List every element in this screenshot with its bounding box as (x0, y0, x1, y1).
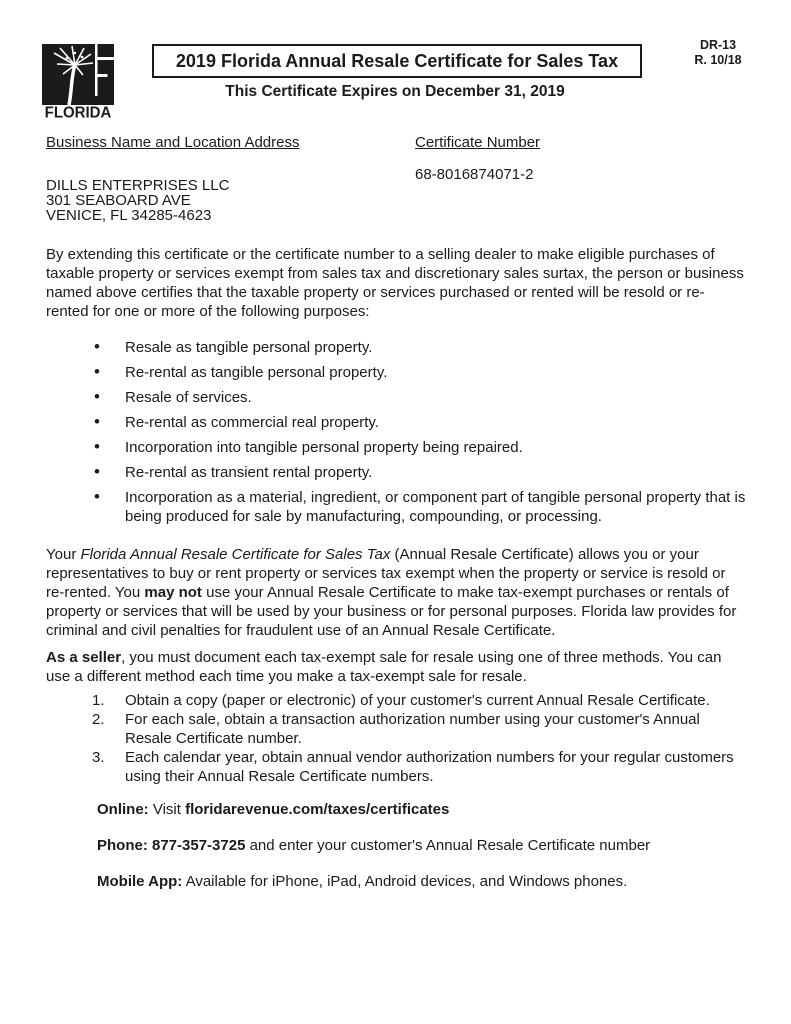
method-item: Obtain a copy (paper or electronic) of your customer's current Annual Resale Certificate. (125, 692, 710, 709)
form-id-block (675, 38, 761, 68)
usage-pre: Your (46, 546, 81, 563)
method-item: Each calendar year, obtain annual vendor authorization numbers for your regular customers using their Annual Resale Certificate numbers. (125, 749, 734, 785)
mobile-app-rest: Available for iPhone, iPad, Android devices, and Windows phones. (182, 873, 628, 890)
phone-rest: and enter your customer's Annual Resale Certificate number (245, 837, 651, 854)
seller-paragraph (46, 648, 746, 686)
business-name-label: Business Name and Location Address (46, 134, 300, 151)
purpose-item: • Re-rental as transient rental property. (125, 463, 746, 482)
certificate-number-label: Certificate Number (415, 134, 541, 151)
form-title-box (152, 44, 642, 78)
usage-paragraph (46, 545, 746, 640)
form-number: DR-13 (699, 38, 737, 52)
method-item: For each sale, obtain a transaction authorization number using your customer's Annual Resale Certificate number. (125, 711, 700, 747)
intro-paragraph: By extending this certificate or the certificate number to a selling dealer to make eligible purchases of taxable property or services exempt from sales tax and discretionary sales surtax, the person or business named above certifies that the taxable property or services purchased or rented will be resold or re-rented for one or more of the following purposes: (46, 246, 744, 320)
business-address-block (46, 178, 415, 223)
purpose-item: • Re-rental as commercial real property. (125, 413, 746, 432)
purpose-item: • Re-rental as tangible personal property. (125, 363, 746, 382)
address-line-1: 301 SEABOARD AVE (46, 192, 191, 209)
certificate-meta-row (46, 133, 746, 223)
florida-dor-logo (42, 44, 114, 120)
usage-post: use your Annual Resale Certificate to make tax-exempt purchases or rentals of property or services that will be used by your business or for personal purposes. Florida law provides for criminal and civil penalties for fraudulent use of an Annual Resale Certificate. (46, 584, 737, 639)
contact-methods (46, 800, 746, 891)
palm-tree-icon (42, 44, 114, 105)
purpose-item: • Incorporation as a material, ingredient, or component part of tangible personal property that is being produced for sale by manufacturing, compounding, or processing. (125, 488, 746, 526)
may-not-bold: may not (144, 584, 202, 601)
usage-mid: (Annual Resale Certificate) allows you or your representatives to buy or rent property or services tax exempt when the property or service is resold or re-rented. You (46, 546, 726, 601)
mobile-app-line (97, 872, 746, 891)
method-list (46, 691, 746, 786)
form-title: 2019 Florida Annual Resale Certificate for Sales Tax (175, 50, 619, 71)
business-name: DILLS ENTERPRISES LLC (46, 177, 230, 194)
online-line (97, 800, 746, 819)
certificate-title-italic: Florida Annual Resale Certificate for Sales Tax (80, 546, 391, 563)
online-pre: Visit (148, 801, 186, 818)
mobile-app-label: Mobile App: (97, 873, 183, 890)
purpose-item: • Resale of services. (125, 388, 746, 407)
purpose-item: • Resale as tangible personal property. (125, 338, 746, 357)
address-line-2: VENICE, FL 34285-4623 (46, 207, 212, 224)
seller-rest: , you must document each tax-exempt sale for resale using one of three methods. You can use a different method each time you make a tax-exempt sale for resale. (46, 649, 722, 685)
phone-label: Phone: 877-357-3725 (97, 837, 246, 854)
online-url: floridarevenue.com/taxes/certificates (185, 801, 450, 818)
business-column (46, 133, 415, 223)
purpose-list (46, 338, 746, 526)
form-revision: R. 10/18 (694, 53, 742, 67)
document-body (46, 133, 746, 891)
expiration-line: This Certificate Expires on December 31, 2019 (225, 83, 565, 100)
phone-line (97, 836, 746, 855)
certificate-number-column (415, 133, 746, 223)
as-a-seller-bold: As a seller (46, 649, 122, 666)
purpose-item: • Incorporation into tangible personal property being repaired. (125, 438, 746, 457)
certificate-number-value: 68-8016874071-2 (415, 166, 534, 183)
logo-caption: FLORIDA (44, 103, 112, 122)
online-label: Online: (97, 801, 149, 818)
